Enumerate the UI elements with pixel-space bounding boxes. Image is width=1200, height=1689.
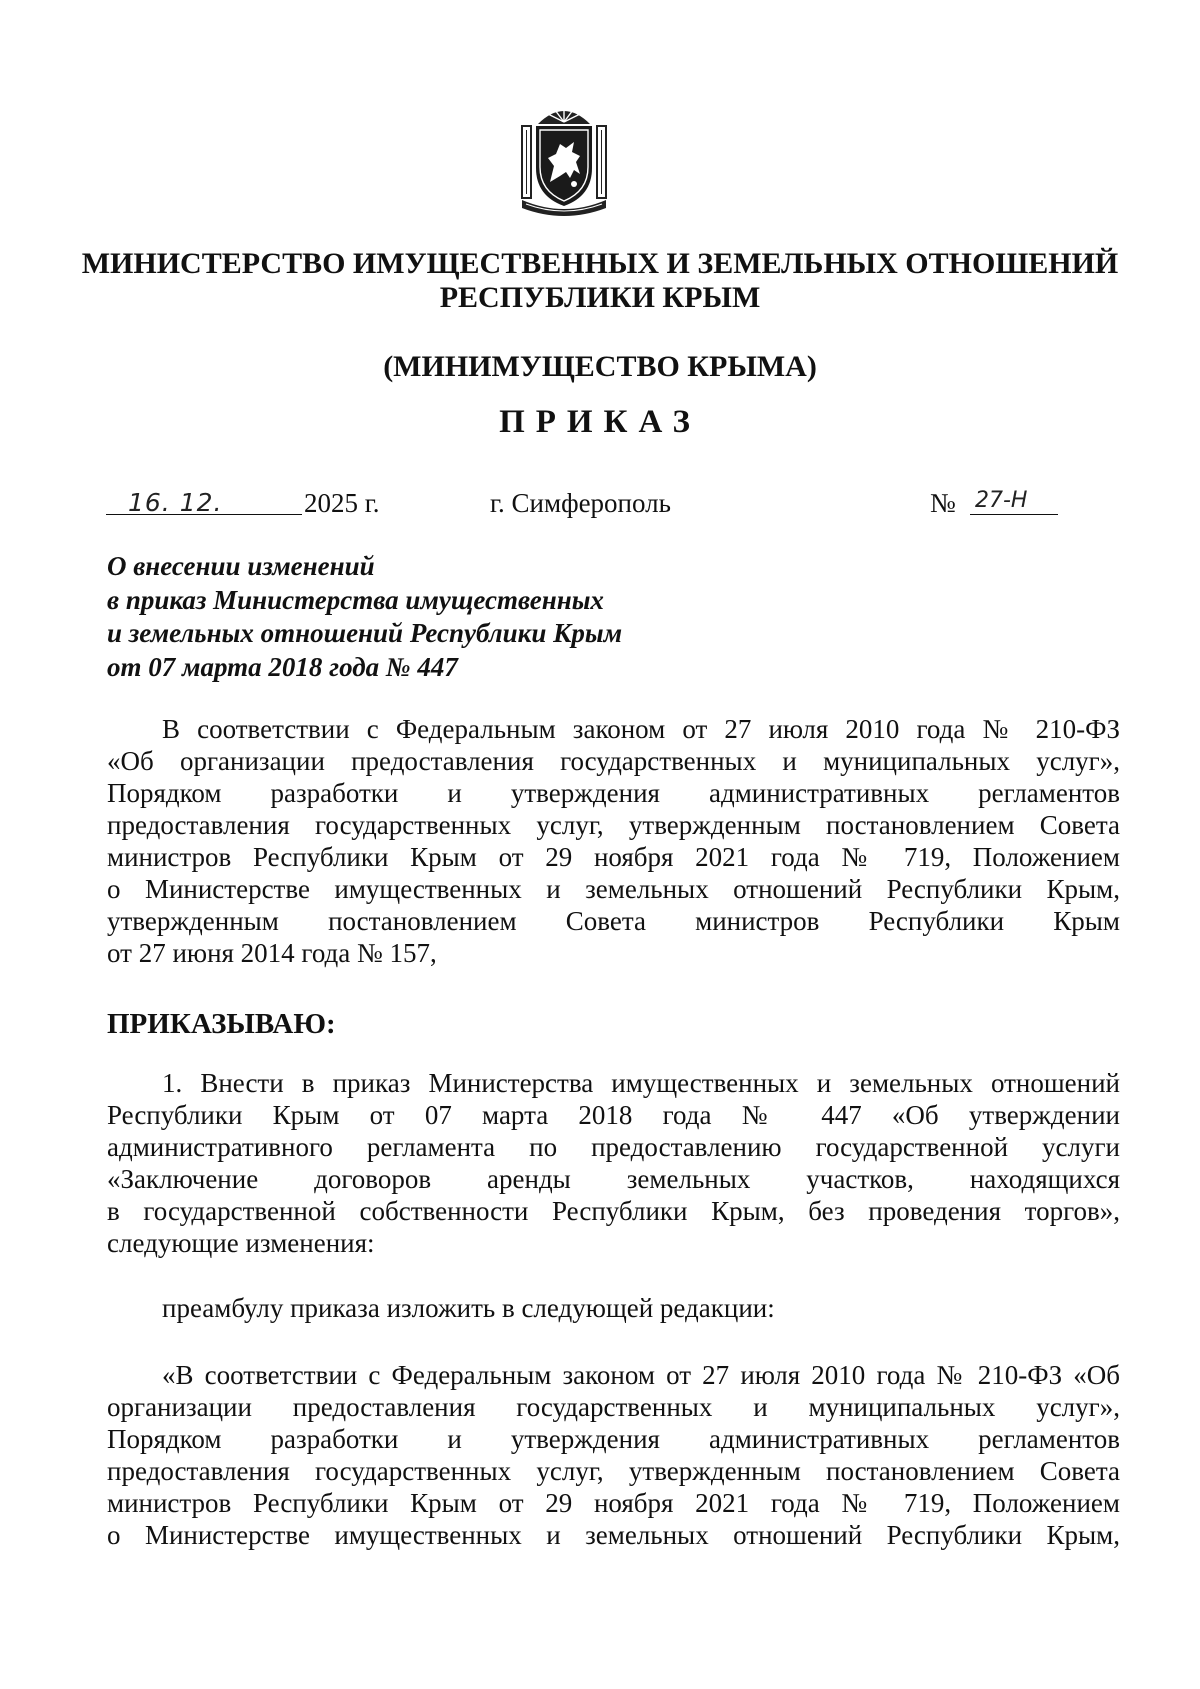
- quote-line: Порядком разработки и утверждения административных регламентов: [107, 1424, 1120, 1454]
- preamble-line: В соответствии с Федеральным законом от 27 июля 2010 года № 210-ФЗ: [162, 714, 1120, 744]
- item-line: 1. Внести в приказ Министерства имущественных и земельных отношений: [162, 1068, 1120, 1098]
- item-line: административного регламента по предоставлению государственной услуги: [107, 1132, 1120, 1162]
- quote-line: предоставления государственных услуг, утвержденным постановлением Совета: [107, 1456, 1120, 1486]
- preamble-line: Порядком разработки и утверждения административных регламентов: [107, 778, 1120, 808]
- city: г. Симферополь: [490, 488, 671, 518]
- quote-line: министров Республики Крым от 29 ноября 2021 года № 719, Положением: [107, 1488, 1120, 1518]
- subject-line: в приказ Министерства имущественных: [107, 584, 604, 615]
- preamble-line: от 27 июня 2014 года № 157,: [107, 938, 437, 968]
- number-underline: [970, 514, 1058, 515]
- order-directive-word: ПРИКАЗЫВАЮ:: [107, 1008, 336, 1040]
- item-line: Республики Крым от 07 марта 2018 года № 447 «Об утверждении: [107, 1100, 1120, 1130]
- handwritten-number: 27-Н: [975, 488, 1028, 513]
- order-subject: [107, 550, 622, 684]
- crimea-coat-of-arms-icon: [516, 100, 612, 216]
- quote-line: организации предоставления государственных и муниципальных услуг»,: [107, 1392, 1120, 1422]
- item-line: следующие изменения:: [107, 1228, 375, 1258]
- document-type-title: ПРИКАЗ: [499, 404, 701, 440]
- preamble-line: о Министерстве имущественных и земельных отношений Республики Крым,: [107, 874, 1120, 904]
- item-line: в государственной собственности Республики Крым, без проведения торгов»,: [107, 1196, 1120, 1226]
- item-note: преамбулу приказа изложить в следующей редакции:: [162, 1293, 775, 1323]
- subject-line: от 07 марта 2018 года № 447: [107, 651, 458, 682]
- preamble-line: министров Республики Крым от 29 ноября 2021 года № 719, Положением: [107, 842, 1120, 872]
- number-sign: №: [930, 488, 956, 518]
- preamble-line: утвержденным постановлением Совета министров Республики Крым: [107, 906, 1120, 936]
- quote-line: о Министерстве имущественных и земельных отношений Республики Крым,: [107, 1520, 1120, 1550]
- handwritten-date: 16. 12.: [128, 488, 223, 517]
- item-line: «Заключение договоров аренды земельных участков, находящихся: [107, 1164, 1120, 1194]
- preamble-line: «Об организации предоставления государственных и муниципальных услуг»,: [107, 746, 1120, 776]
- date-year: 2025 г.: [304, 488, 380, 518]
- subject-line: и земельных отношений Республики Крым: [107, 618, 623, 648]
- ministry-name-line1: МИНИСТЕРСТВО ИМУЩЕСТВЕННЫХ И ЗЕМЕЛЬНЫХ ОТНОШЕНИЙ: [81, 247, 1119, 280]
- ministry-short-name: (МИНИМУЩЕСТВО КРЫМА): [383, 350, 817, 383]
- preamble-line: предоставления государственных услуг, утвержденным постановлением Совета: [107, 810, 1120, 840]
- quote-line: «В соответствии с Федеральным законом от 27 июля 2010 года № 210-ФЗ «Об: [162, 1360, 1120, 1390]
- ministry-name-line2: РЕСПУБЛИКИ КРЫМ: [439, 281, 761, 314]
- subject-line: О внесении изменений: [107, 551, 375, 581]
